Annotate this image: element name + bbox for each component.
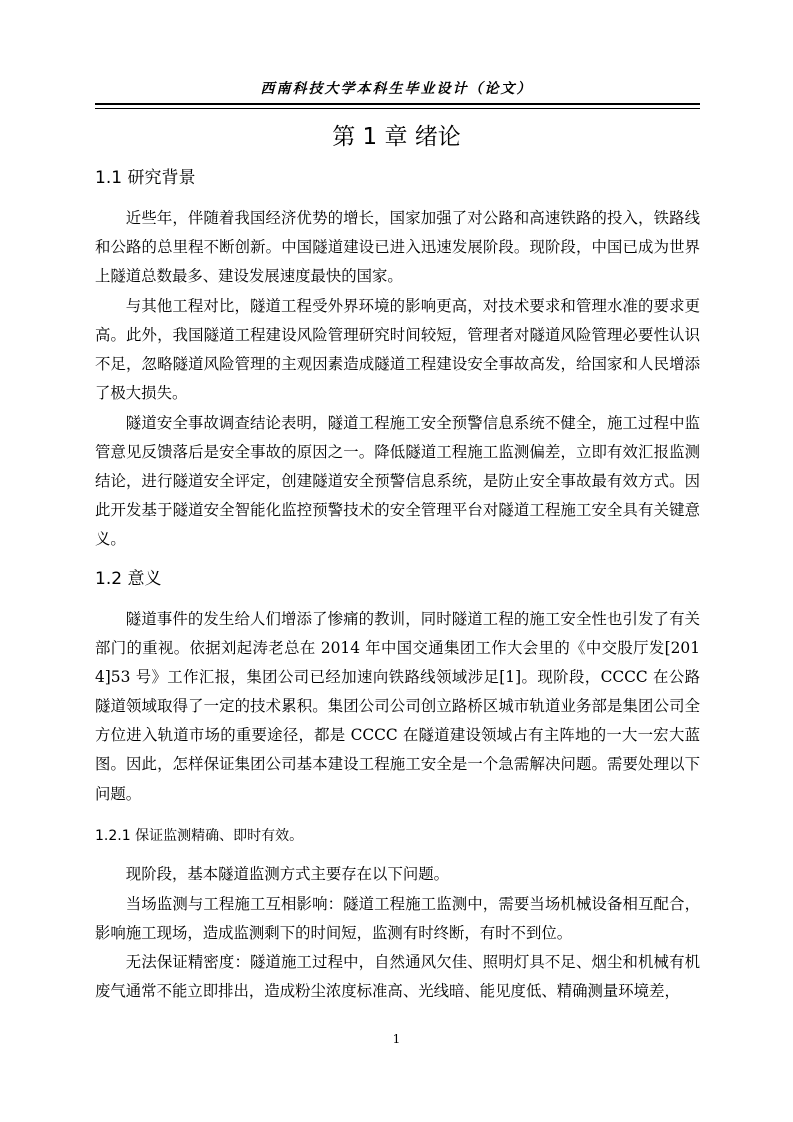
header-rule-thick xyxy=(95,103,700,105)
paragraph: 隧道事件的发生给人们增添了惨痛的教训，同时隧道工程的施工安全性也引发了有关部门的重视。依据刘起涛老总在 2014 年中国交通集团工作大会里的《中交股厅发[2014]53 号》工作汇报，集团公司已经加速向铁路线领域涉足[1]。现阶段，CCCC 在公路隧道领域取得了一定的技术累积。集团公司公司创立路桥区城市轨道业务部是集团公司全方位进入轨道市场的重要途径，都是 CCCC 在隧道建设领域占有主阵地的一大一宏大蓝图。因此，怎样保证集团公司基本建设工程施工安全是一个急需解决问题。需要处理以下问题。 xyxy=(95,610,700,803)
paragraph: 隧道安全事故调查结论表明，隧道工程施工安全预警信息系统不健全，施工过程中监管意见反馈落后是安全事故的原因之一。降低隧道工程施工监测偏差，立即有效汇报监测结论，进行隧道安全评定，创建隧道安全预警信息系统，是防止安全事故最有效方式。因此开发基于隧道安全智能化监控预警技术的安全管理平台对隧道工程施工安全具有关键意义。 xyxy=(95,414,700,549)
section-heading-1-2-1: 1.2.1 保证监测精确、即时有效。 xyxy=(95,828,304,844)
paragraph: 与其他工程对比，隧道工程受外界环境的影响更高，对技术要求和管理水准的要求更高。此外，我国隧道工程建设风险管理研究时间较短，管理者对隧道风险管理必要性认识不足，忽略隧道风险管理的主观因素造成隧道工程建设安全事故高发，给国家和人民增添了极大损失。 xyxy=(95,297,700,403)
chapter-title: 第 1 章 绪论 xyxy=(332,124,461,150)
section-heading-1-1: 1.1 研究背景 xyxy=(95,168,196,188)
header-title: 西南科技大学本科生毕业设计（论文） xyxy=(260,81,533,97)
paragraph: 当场监测与工程施工互相影响：隧道工程施工监测中，需要当场机械设备相互配合，影响施工现场，造成监测剩下的时间短，监测有时终断，有时不到位。 xyxy=(95,895,700,943)
paragraph: 近些年，伴随着我国经济优势的增长，国家加强了对公路和高速铁路的投入，铁路线和公路的总里程不断创新。中国隧道建设已进入迅速发展阶段。现阶段，中国已成为世界上隧道总数最多、建设发展速度最快的国家。 xyxy=(95,209,700,286)
header-rule-thin xyxy=(95,108,700,109)
paragraph: 现阶段，基本隧道监测方式主要存在以下问题。 xyxy=(125,865,450,883)
paragraph: 无法保证精密度：隧道施工过程中，自然通风欠佳、照明灯具不足、烟尘和机械有机废气通常不能立即排出，造成粉尘浓度标准高、光线暗、能见度低、精确测量环境差， xyxy=(95,953,700,1001)
page-number: 1 xyxy=(392,1032,401,1046)
section-heading-1-2: 1.2 意义 xyxy=(95,569,162,589)
